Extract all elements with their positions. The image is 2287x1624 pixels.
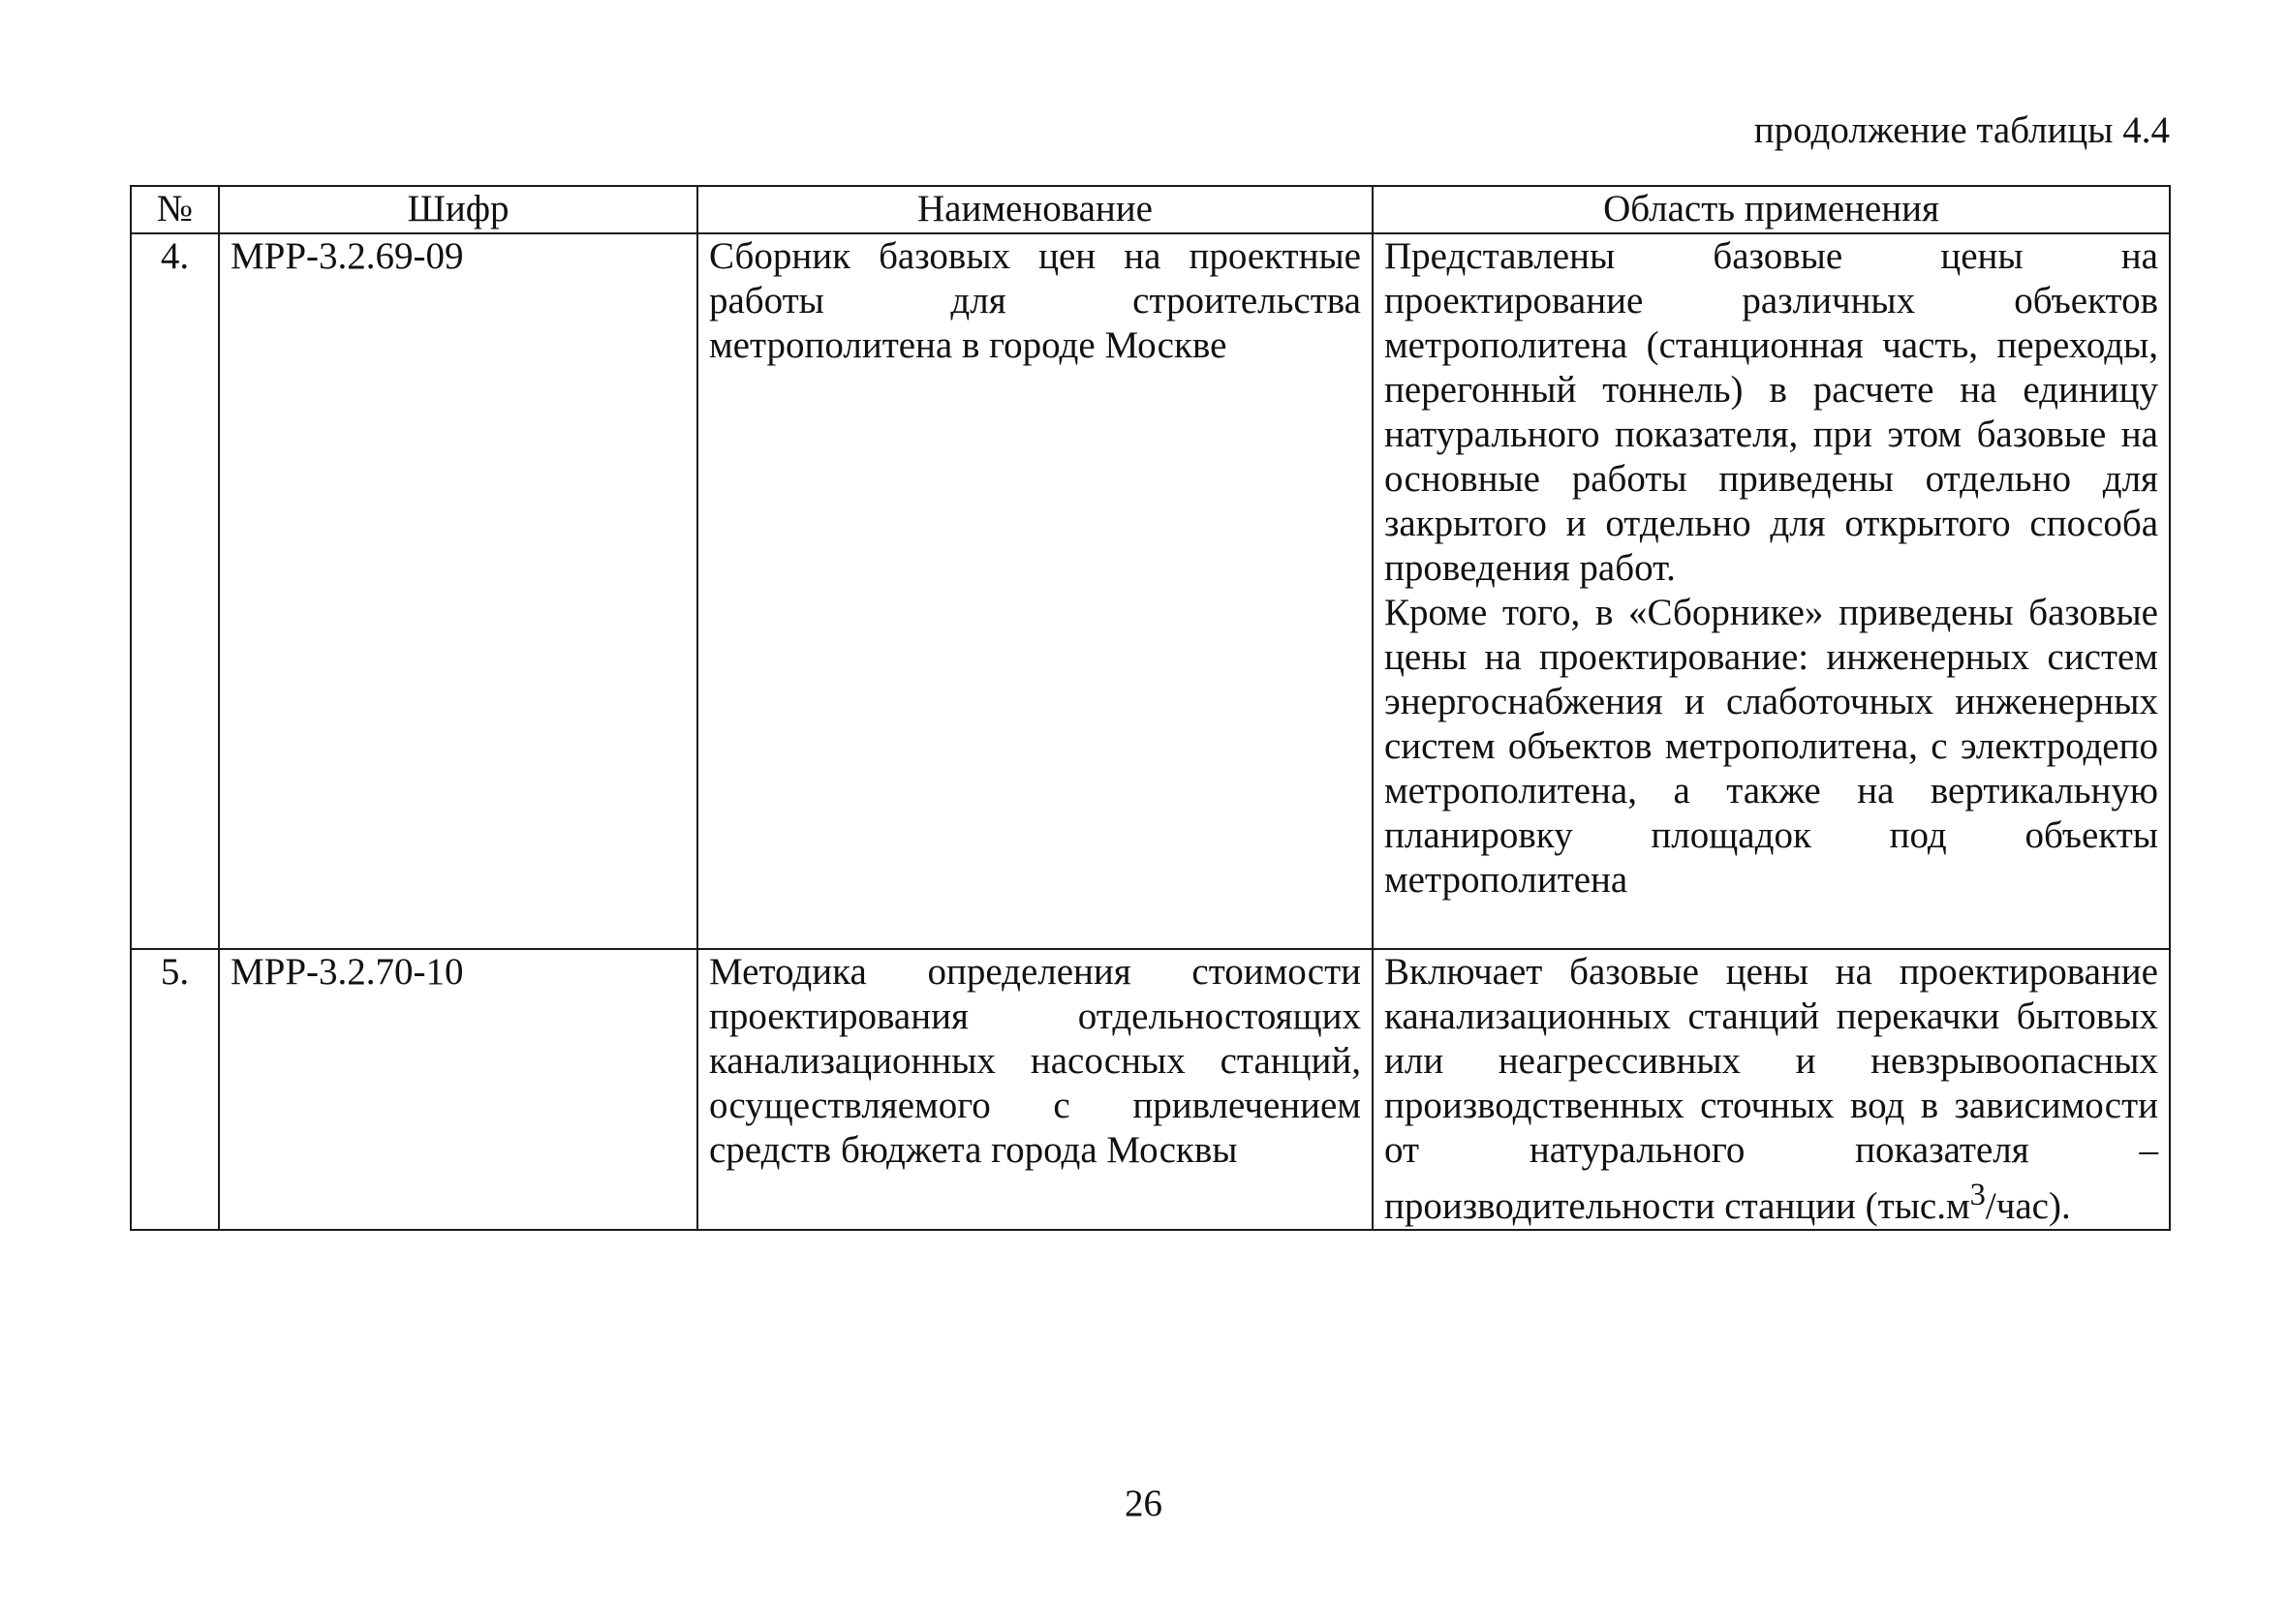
- row-scope: [1373, 233, 2170, 949]
- row-number: 5.: [131, 949, 219, 1230]
- table-continuation-label: продолжение таблицы 4.4: [1753, 109, 2170, 151]
- scope-paragraph: Представлены базовые цены на проектирование различных объектов метрополитена (станционная часть, переходы, перегонный тоннель) в расчете на единицу натурального показателя, при этом базовые на основные работы приведены отдельно для закрытого и отдельно для открытого способа проведения работ.: [1384, 235, 2158, 589]
- scope-text: Включает базовые цены на проектирование канализационных станций перекачки бытовых или неагрессивных и невзрывоопасных производственных сточных вод в зависимости от натурального показателя – производительности станции (тыс.м: [1384, 951, 2158, 1227]
- table-row: [131, 949, 2170, 1230]
- row-code: МРР-3.2.70-10: [219, 949, 697, 1230]
- row-number: 4.: [131, 233, 219, 949]
- table-header-row: [131, 186, 2170, 233]
- row-name: Сборник базовых цен на проектные работы для строительства метрополитена в городе Москве: [697, 233, 1373, 949]
- page-number: 26: [1125, 1483, 1162, 1524]
- scope-paragraph: Кроме того, в «Сборнике» приведены базовые цены на проектирование: инженерных систем энергоснабжения и слаботочных инженерных систем объектов метрополитена, с электродепо метрополитена, а также на вертикальную планировку площадок под объекты метрополитена: [1384, 592, 2158, 901]
- row-scope: [1373, 949, 2170, 1230]
- unit-superscript: 3: [1969, 1178, 1986, 1212]
- document-table: [130, 185, 2171, 1231]
- column-header-number: №: [131, 186, 219, 233]
- column-header-name: Наименование: [697, 186, 1373, 233]
- table-row: [131, 233, 2170, 949]
- row-code: МРР-3.2.69-09: [219, 233, 697, 949]
- row-name: Методика определения стоимости проектирования отдельностоящих канализационных насосных станций, осуществляемого с привлечением средств бюджета города Москвы: [697, 949, 1373, 1230]
- column-header-code: Шифр: [219, 186, 697, 233]
- column-header-scope: Область применения: [1373, 186, 2170, 233]
- scope-suffix: /час).: [1985, 1185, 2071, 1227]
